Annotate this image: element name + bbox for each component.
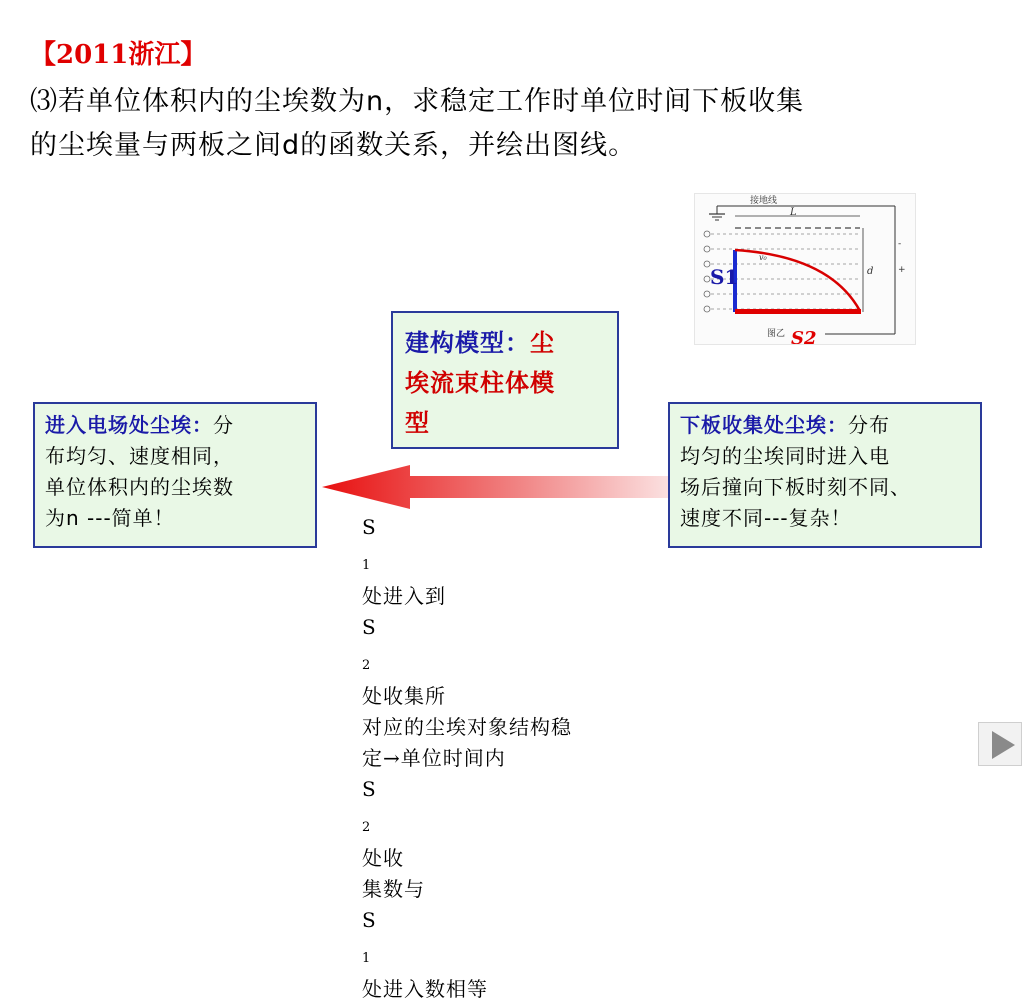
entry-dust-box <box>33 402 317 548</box>
collect-text-4: 速度不同---复杂！ <box>680 506 852 530</box>
question-line-1: ⑶若单位体积内的尘埃数为n，求稳定工作时单位时间下板收集 <box>30 86 805 117</box>
apparatus-diagram <box>695 194 915 344</box>
apparatus-figure <box>694 193 916 345</box>
next-slide-button[interactable] <box>978 722 1022 766</box>
source-tag: 【2011浙江】 <box>30 40 207 70</box>
svg-text:+: + <box>898 265 906 275</box>
collect-dust-box <box>668 402 982 548</box>
entry-text-2: 布均匀、速度相同， <box>45 444 234 468</box>
length-label: L <box>790 207 797 218</box>
model-box <box>391 311 619 449</box>
collect-text-2: 均匀的尘埃同时进入电 <box>680 444 890 468</box>
question-text <box>30 80 990 168</box>
entry-text-4: 为n ---简单！ <box>45 506 175 530</box>
entry-text-1: 分 <box>213 413 234 437</box>
entry-lead: 进入电场处尘埃： <box>45 413 213 437</box>
play-triangle-icon <box>979 723 1023 767</box>
model-text-1: 尘 <box>530 329 555 357</box>
entry-text-3: 单位体积内的尘埃数 <box>45 475 234 499</box>
gap-label: d <box>867 266 874 277</box>
collect-text-1: 分布 <box>848 413 890 437</box>
model-lead: 建构模型： <box>405 329 530 357</box>
question-line-2: 的尘埃量与两板之间d的函数关系，并绘出图线。 <box>30 130 637 161</box>
s1-label: S1 <box>710 265 739 289</box>
model-text-3: 型 <box>405 409 430 437</box>
wire-label: 接地线 <box>750 196 778 206</box>
svg-text:-: - <box>898 239 902 249</box>
explanation-note: S $_1$ 处进入到 S $_2$ 处收集所 对应的尘埃对象结构稳 定→单位时间内 S $_2$ 处收 集数与 S $_1$ 处进入数相等 <box>362 515 572 1001</box>
s2-label: S2 <box>791 328 817 344</box>
model-text-2: 埃流束柱体模 <box>405 369 555 397</box>
velocity-label: v₀ <box>759 253 767 262</box>
left-arrow-icon <box>322 462 668 512</box>
collect-text-3: 场后撞向下板时刻不同、 <box>680 475 911 499</box>
collect-lead: 下板收集处尘埃： <box>680 413 848 437</box>
figure-caption: 图乙 <box>767 329 786 339</box>
